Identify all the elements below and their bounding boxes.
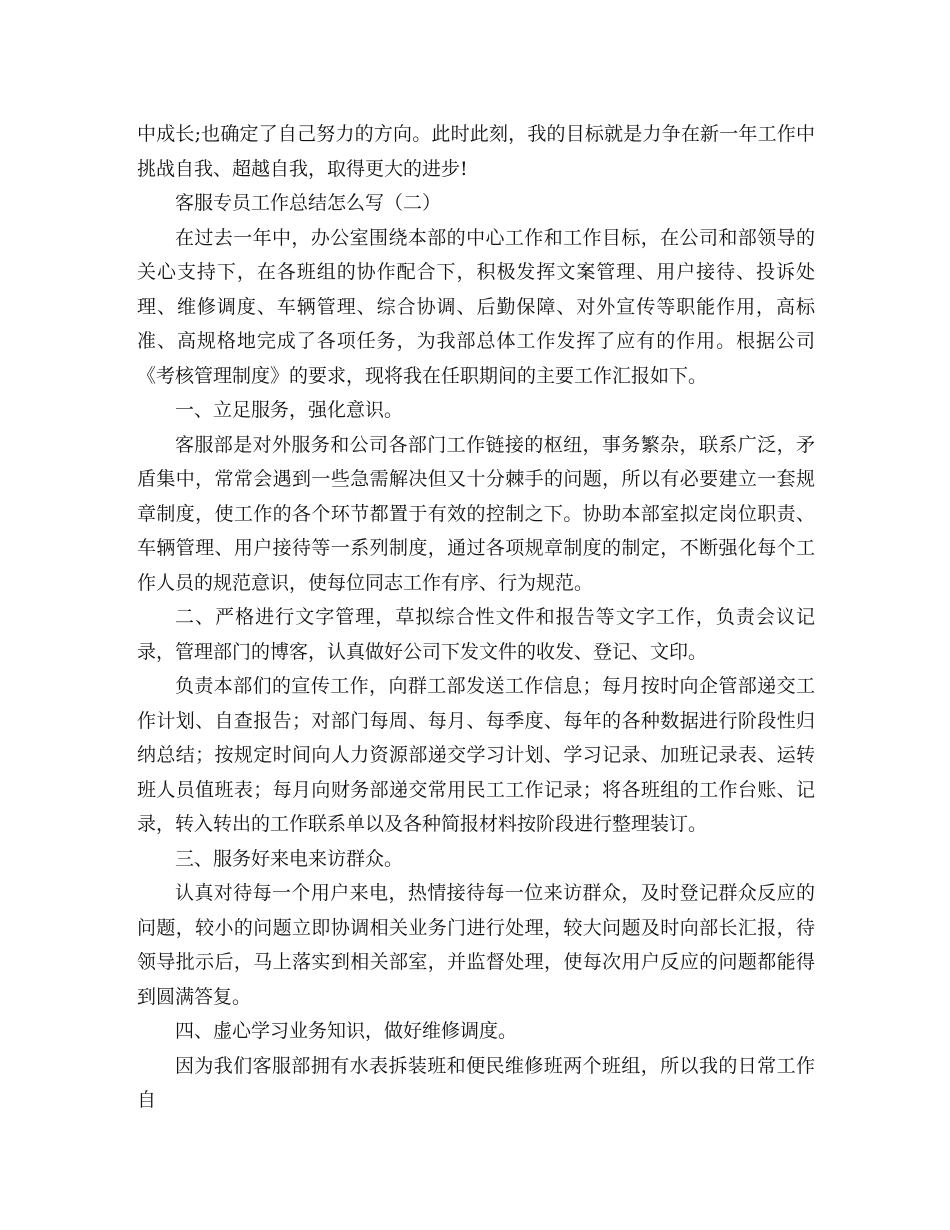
heading-3: 三、服务好来电来访群众。 <box>175 847 404 870</box>
heading-2: 二、严格进行文字管理，草拟综合性文件和报告等文字工作，负责会议记录，管理部门的博客，认真做好公司下发文件的收发、登记、文印。 <box>137 606 815 663</box>
paragraph-intro: 在过去一年中，办公室围绕本部的中心工作和工作目标，在公司和部领导的关心支持下，在各班组的协作配合下，积极发挥文案管理、用户接待、投诉处理、维修调度、车辆管理、综合协调、后勤保障、对外宣传等职能作用，高标准、高规格地完成了各项任务，为我部总体工作发挥了应有的作用。根据公司《考核管理制度》的要求，现将我在任职期间的主要工作汇报如下。 <box>137 226 815 387</box>
paragraph-1: 客服部是对外服务和公司各部门工作链接的枢纽，事务繁杂，联系广泛，矛盾集中，常常会遇到一些急需解决但又十分棘手的问题，所以有必要建立一套规章制度，使工作的各个环节都置于有效的控制之下。协助本部室拟定岗位职责、车辆管理、用户接待等一系列制度，通过各项规章制度的制定，不断强化每个工作人员的规范意识，使每位同志工作有序、行为规范。 <box>137 433 815 594</box>
document-body <box>137 117 815 1118</box>
paragraph-4: 因为我们客服部拥有水表拆装班和便民维修班两个班组，所以我的日常工作自 <box>137 1054 815 1111</box>
section-title: 客服专员工作总结怎么写（二） <box>175 192 442 214</box>
paragraph-continuation: 中成长;也确定了自己努力的方向。此时此刻，我的目标就是力争在新一年工作中挑战自我、超越自我，取得更大的进步! <box>137 123 815 180</box>
paragraph-2: 负责本部们的宣传工作，向群工部发送工作信息；每月按时向企管部递交工作计划、自查报告；对部门每周、每月、每季度、每年的各种数据进行阶段性归纳总结；按规定时间向人力资源部递交学习计划、学习记录、加班记录表、运转班人员值班表；每月向财务部递交常用民工工作记录；将各班组的工作台账、记录，转入转出的工作联系单以及各种简报材料按阶段进行整理装订。 <box>137 675 815 835</box>
heading-4: 四、虚心学习业务知识，做好维修调度。 <box>175 1020 518 1042</box>
paragraph-3: 认真对待每一个用户来电，热情接待每一位来访群众，及时登记群众反应的问题，较小的问题立即协调相关业务门进行处理，较大问题及时向部长汇报，待领导批示后，马上落实到相关部室，并监督处理，使每次用户反应的问题都能得到圆满答复。 <box>137 882 815 1008</box>
heading-1: 一、立足服务，强化意识。 <box>175 399 404 421</box>
